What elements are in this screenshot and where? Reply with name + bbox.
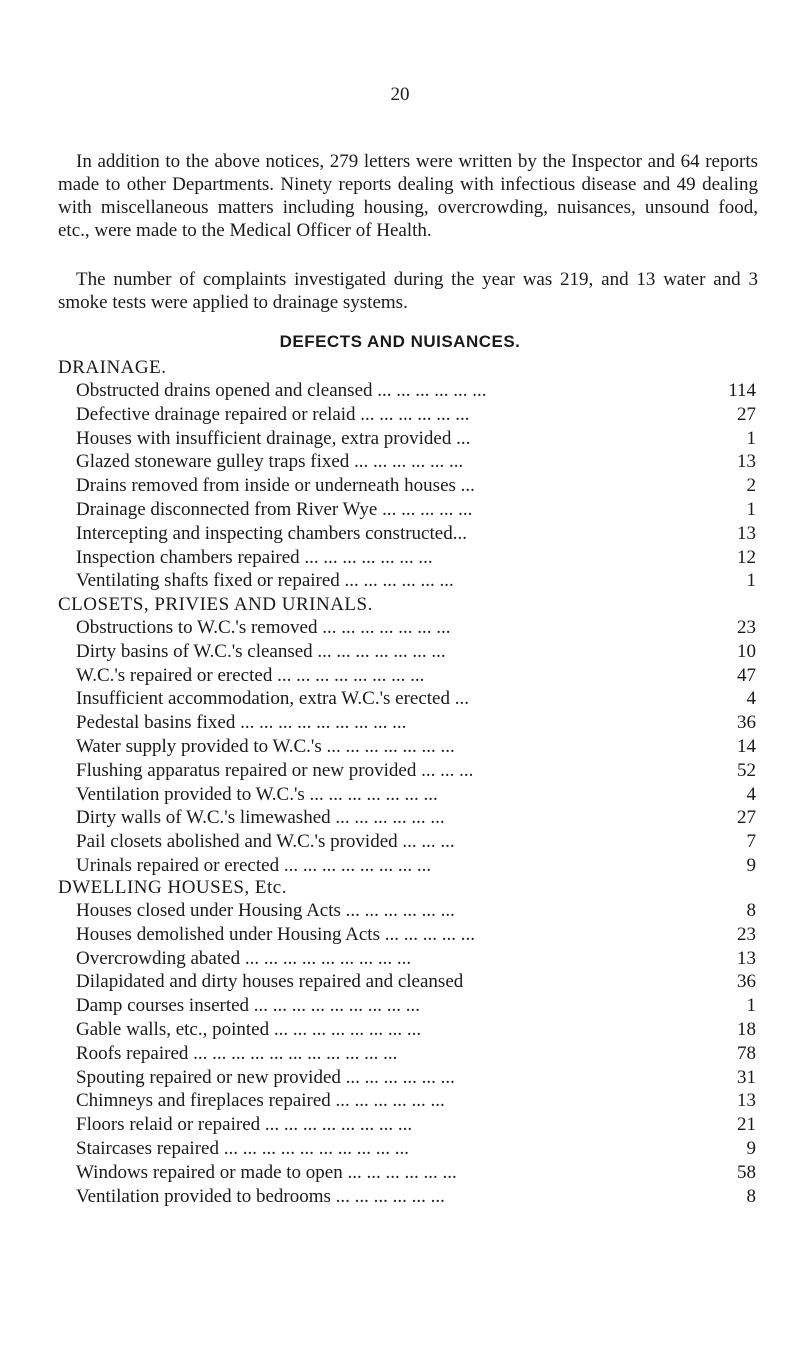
dwelling-section	[58, 876, 758, 1208]
item-label: Obstructions to W.C.'s removed ... ... ... ... ... ... ...	[76, 617, 451, 638]
item-count: 52	[737, 759, 756, 781]
list-item	[76, 1185, 756, 1209]
closets-title: CLOSETS, PRIVIES AND URINALS.	[58, 594, 373, 615]
list-item	[76, 759, 756, 783]
item-count: 1	[746, 427, 756, 449]
item-label: Inspection chambers repaired ... ... ... ... ... ... ...	[76, 546, 433, 568]
list-item	[76, 1137, 756, 1161]
item-label: Staircases repaired ... ... ... ... ... ... ... ... ... ...	[76, 1137, 409, 1159]
item-label: Obstructed drains opened and cleansed ... ... ... ... ... ...	[76, 380, 487, 401]
item-label: Defective drainage repaired or relaid ... ... ... ... ... ...	[76, 403, 470, 425]
list-item	[76, 664, 756, 688]
item-count: 36	[737, 971, 756, 993]
item-count: 8	[746, 900, 756, 921]
item-label: Pail closets abolished and W.C.'s provided ... ... ...	[76, 831, 455, 853]
drainage-list	[76, 379, 756, 593]
list-item	[76, 947, 756, 971]
dwelling-title: DWELLING HOUSES, Etc.	[58, 877, 287, 898]
item-label: Flushing apparatus repaired or new provided ... ... ...	[76, 759, 474, 781]
list-item	[76, 498, 756, 522]
list-item	[76, 1161, 756, 1185]
item-count: 12	[737, 546, 756, 568]
item-label: Floors relaid or repaired ... ... ... ... ... ... ... ...	[76, 1114, 413, 1136]
list-item	[76, 735, 756, 759]
list-item	[76, 854, 756, 878]
item-count: 9	[746, 1137, 756, 1159]
item-label: Dirty basins of W.C.'s cleansed ... ... ... ... ... ... ...	[76, 640, 446, 662]
item-label: Glazed stoneware gulley traps fixed ... ... ... ... ... ...	[76, 451, 464, 473]
item-label: Houses with insufficient drainage, extra provided ...	[76, 427, 471, 449]
list-item	[76, 522, 756, 546]
drainage-section	[58, 356, 758, 593]
list-item	[76, 783, 756, 807]
list-item	[76, 1066, 756, 1090]
item-label: Insufficient accommodation, extra W.C.'s erected ...	[76, 688, 469, 710]
list-item	[76, 687, 756, 711]
list-item	[76, 546, 756, 570]
item-count: 2	[746, 475, 756, 497]
list-item	[76, 450, 756, 474]
item-label: Windows repaired or made to open ... ... ... ... ... ...	[76, 1161, 457, 1183]
item-count: 1	[746, 995, 756, 1017]
item-count: 58	[737, 1161, 756, 1183]
item-label: Chimneys and fireplaces repaired ... ... ... ... ... ...	[76, 1090, 445, 1112]
item-label: Overcrowding abated ... ... ... ... ... ... ... ... ...	[76, 947, 412, 969]
closets-list	[76, 616, 756, 878]
list-item	[76, 1042, 756, 1066]
item-count: 14	[737, 735, 756, 757]
complaints-paragraph: The number of complaints investigated during the year was 219, and 13 water and 3 smoke tests were applied to drainage systems.	[58, 269, 758, 313]
item-label: Ventilation provided to W.C.'s ... ... ... ... ... ... ...	[76, 783, 438, 805]
item-count: 13	[737, 1090, 756, 1112]
list-item	[76, 970, 756, 994]
item-count: 1	[746, 570, 756, 592]
item-count: 31	[737, 1066, 756, 1088]
item-count: 9	[746, 854, 756, 876]
item-count: 10	[737, 640, 756, 662]
item-label: Gable walls, etc., pointed ... ... ... ... ... ... ... ...	[76, 1018, 422, 1040]
drainage-title: DRAINAGE.	[58, 357, 167, 378]
item-count: 13	[737, 451, 756, 473]
list-item	[76, 806, 756, 830]
item-count: 8	[746, 1185, 756, 1207]
item-label: Water supply provided to W.C.'s ... ... ... ... ... ... ...	[76, 735, 455, 757]
item-count: 1	[746, 498, 756, 520]
item-label: Dirty walls of W.C.'s limewashed ... ... ... ... ... ...	[76, 807, 445, 829]
item-count: 114	[728, 380, 756, 401]
item-count: 78	[737, 1042, 756, 1064]
list-item	[76, 640, 756, 664]
item-count: 36	[737, 712, 756, 734]
item-label: Spouting repaired or new provided ... ... ... ... ... ...	[76, 1066, 455, 1088]
item-label: Roofs repaired ... ... ... ... ... ... ... ... ... ... ...	[76, 1042, 398, 1064]
list-item	[76, 1113, 756, 1137]
item-label: Houses demolished under Housing Acts ... ... ... ... ...	[76, 923, 475, 945]
list-item	[76, 403, 756, 427]
item-label: Drains removed from inside or underneath houses ...	[76, 475, 475, 497]
item-count: 21	[737, 1114, 756, 1136]
section-heading: DEFECTS AND NUISANCES.	[279, 332, 521, 351]
list-item	[76, 994, 756, 1018]
item-count: 23	[737, 617, 756, 638]
item-count: 4	[746, 783, 756, 805]
item-label: Houses closed under Housing Acts ... ... ... ... ... ...	[76, 900, 455, 921]
list-item	[76, 923, 756, 947]
item-count: 27	[737, 403, 756, 425]
intro-paragraph: In addition to the above notices, 279 letters were written by the Inspector and 64 reports made to other Departments. Ninety reports dealing with infectious disease and 49 dealing with miscellaneous matters including housing, overcrowding, nuisances, unsound food, etc., were made to the Medical Officer of Health.	[58, 151, 758, 241]
list-item	[76, 711, 756, 735]
item-label: Drainage disconnected from River Wye ... ... ... ... ...	[76, 498, 473, 520]
list-item	[76, 830, 756, 854]
closets-section	[58, 593, 758, 878]
item-label: Pedestal basins fixed ... ... ... ... ... ... ... ... ...	[76, 712, 407, 734]
item-count: 47	[737, 664, 756, 686]
item-count: 23	[737, 923, 756, 945]
item-label: Dilapidated and dirty houses repaired and cleansed	[76, 971, 464, 993]
item-label: Damp courses inserted ... ... ... ... ... ... ... ... ...	[76, 995, 421, 1017]
dwelling-list	[76, 899, 756, 1208]
item-label: Intercepting and inspecting chambers constructed...	[76, 522, 467, 544]
list-item	[76, 1018, 756, 1042]
list-item	[76, 1089, 756, 1113]
item-count: 13	[737, 522, 756, 544]
list-item	[76, 379, 756, 403]
item-label: Ventilation provided to bedrooms ... ... ... ... ... ...	[76, 1185, 445, 1207]
item-label: Ventilating shafts fixed or repaired ... ... ... ... ... ...	[76, 570, 454, 592]
list-item	[76, 569, 756, 593]
list-item	[76, 427, 756, 451]
item-count: 27	[737, 807, 756, 829]
item-label: W.C.'s repaired or erected ... ... ... ... ... ... ... ...	[76, 664, 425, 686]
list-item	[76, 474, 756, 498]
list-item	[76, 899, 756, 923]
item-count: 13	[737, 947, 756, 969]
item-count: 18	[737, 1018, 756, 1040]
list-item	[76, 616, 756, 640]
page-number: 20	[390, 84, 410, 105]
item-count: 7	[746, 831, 756, 853]
item-count: 4	[746, 688, 756, 710]
item-label: Urinals repaired or erected ... ... ... ... ... ... ... ...	[76, 854, 432, 876]
